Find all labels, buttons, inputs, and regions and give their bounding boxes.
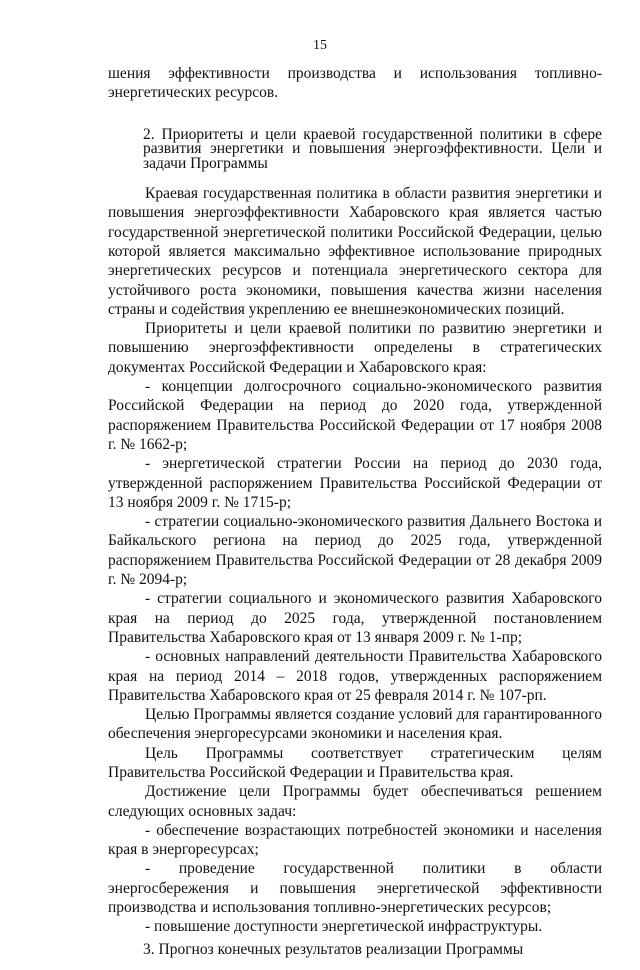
list-item-far-east-strategy: - стратегии социально-экономического развития Дальнего Востока и Байкальского региона на период до 2025 года, утвержденной распоряжением Правительства Российской Федерации от 28 декабря 2009 г. № 2094-р; [108,513,602,589]
page-number: 15 [313,38,327,53]
paragraph-tasks-intro: Достижение цели Программы будет обеспечиваться решением следующих основных задач: [108,783,602,820]
list-item-concept: - концепции долгосрочного социально-экономического развития Российской Федерации на период до 2020 года, утвержденной распоряжением Правительства Российской Федерации от 17 ноября 2008 г. № 1662-р; [108,378,602,453]
continuation-paragraph: шения эффективности производства и использования топливно-энергетических ресурсов. [108,65,602,102]
paragraph-priorities: Приоритеты и цели краевой политики по развитию энергетики и повышению энергоэффективности определены в стратегических документах Российской Федерации и Хабаровского края: [108,320,602,376]
paragraph-goal-correspondence: Цель Программы соответствует стратегическим целям Правительства Российской Федерации и Правительства края. [108,744,602,781]
section-3-heading: 3. Прогноз конечных результатов реализации Программы [143,940,524,958]
paragraph-program-goal: Целью Программы является создание условий для гарантированного обеспечения энергоресурсами экономики и населения края. [108,706,602,743]
list-item-energy-strategy: - энергетической стратегии России на период до 2030 года, утвержденной распоряжением Правительства Российской Федерации от 13 ноября 2009 г. № 1715-р; [108,455,602,511]
list-item-task-demand: - обеспечение возрастающих потребностей экономики и населения края в энергоресурсах; [108,821,602,859]
list-item-government-directions: - основных направлений деятельности Правительства Хабаровского края на период 2014 – 2018 годов, утвержденных распоряжением Правительства Хабаровского края от 25 февраля 2014 г. № 107-рп. [108,648,602,704]
paragraph-policy: Краевая государственная политика в области развития энергетики и повышения энергоэффективности Хабаровского края является частью государственной энергетической политики Российской Федерации, целью которой является максимально эффективное использование природных энергетических ресурсов и потенциала энергетического сектора для устойчивого роста экономики, повышения качества жизни населения страны и содействия укреплению ее внешнеэкономических позиций. [108,185,602,318]
list-item-task-efficiency: - проведение государственной политики в области энергосбережения и повышения энергетической эффективности производства и использования топливно-энергетических ресурсов; [108,860,602,917]
page-content [108,64,602,970]
list-item-task-infrastructure: - повышение доступности энергетической инфраструктуры. [145,918,543,936]
list-item-khabarovsk-strategy: - стратегии социального и экономического развития Хабаровского края на период до 2025 года, утвержденной постановлением Правительства Хабаровского края от 13 января 2009 г. № 1-пр; [108,590,602,646]
section-2-heading: 2. Приоритеты и цели краевой государственной политики в сфере развития энергетики и повышения энергоэффективности. Цели и задачи Программы [143,125,602,172]
